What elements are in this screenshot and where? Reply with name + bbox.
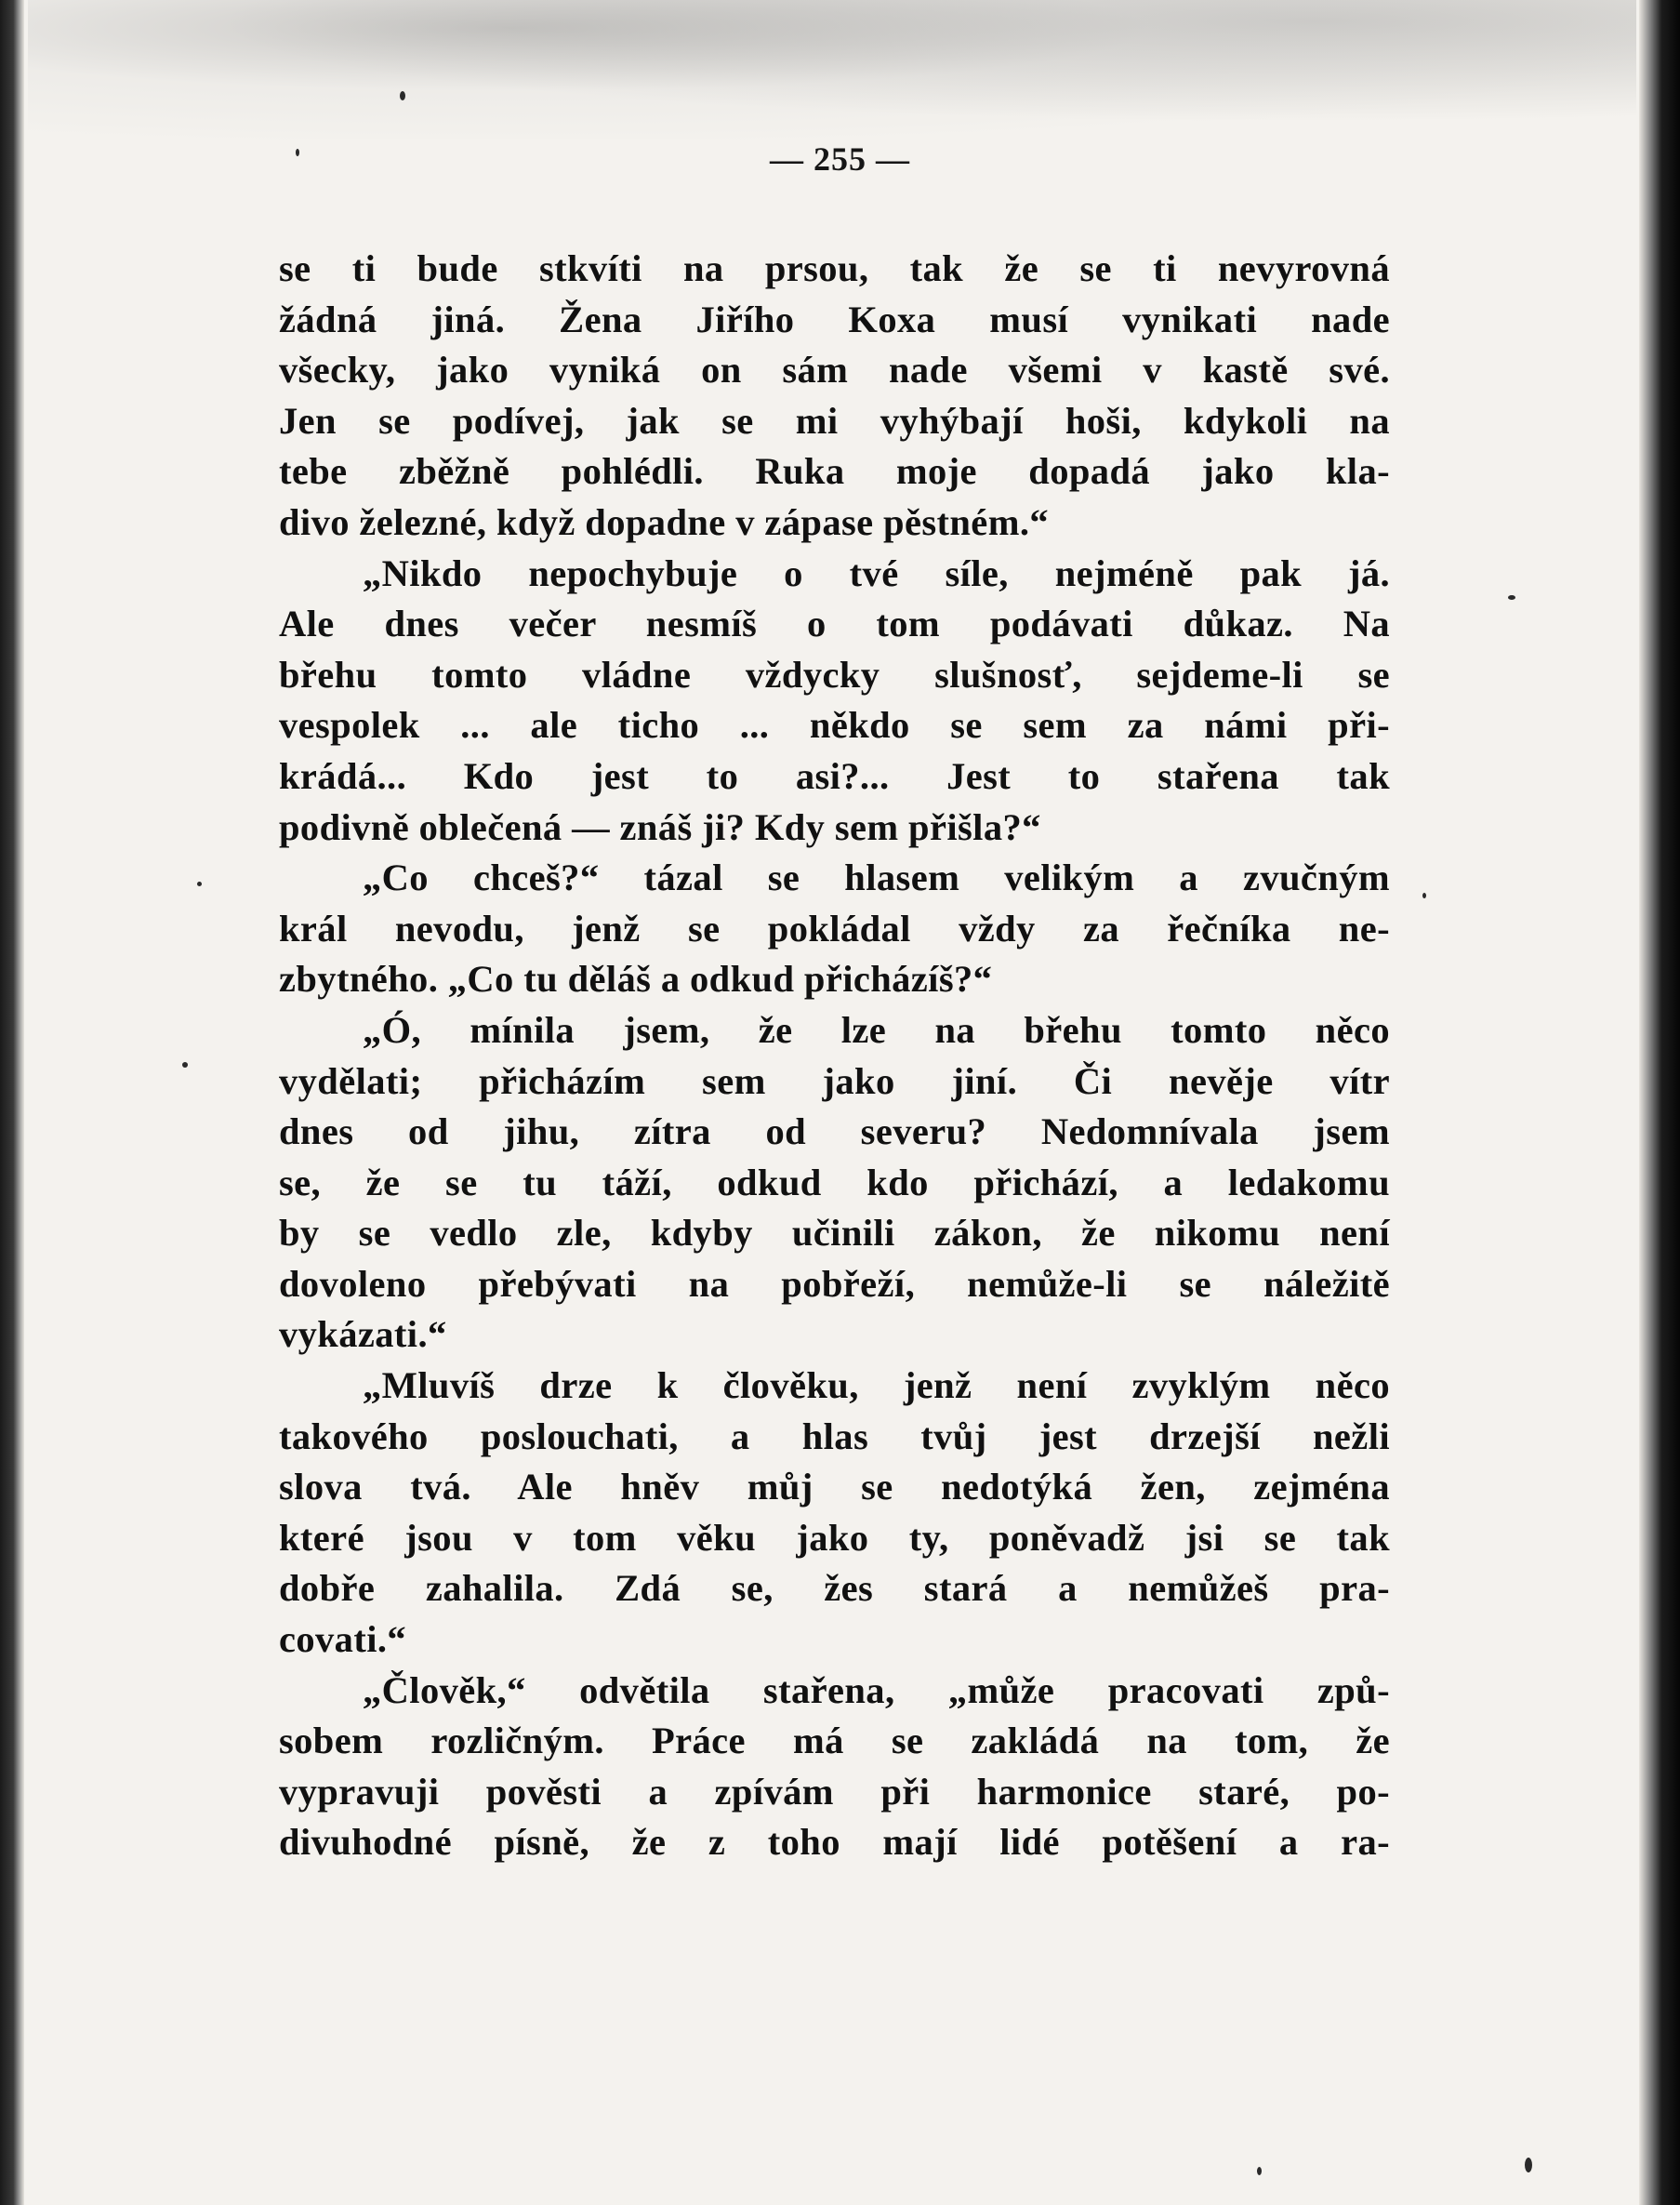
text-line: by se vedlo zle, kdyby učinili zákon, že nikomu není — [279, 1212, 1390, 1255]
scan-speck — [1257, 2167, 1262, 2175]
paragraph — [279, 1005, 1390, 1361]
text-line: žádná jiná. Žena Jiřího Koxa musí vynikati nade — [279, 298, 1390, 340]
scan-speck — [1422, 893, 1426, 898]
text-line: dobře zahalila. Zdá se, žes stará a nemůžeš pra- — [279, 1567, 1390, 1610]
text-line: král nevodu, jenž se pokládal vždy za řečníka ne- — [279, 907, 1390, 950]
scan-smudge — [28, 0, 1636, 139]
text-line: covati.“ — [279, 1618, 407, 1661]
text-line: vypravuji pověsti a zpívám při harmonice staré, po- — [279, 1770, 1390, 1813]
text-line: sobem rozličným. Práce má se zakládá na tom, že — [279, 1720, 1390, 1762]
page-number: — 255 — — [770, 140, 910, 178]
scan-speck — [182, 1062, 188, 1068]
text-line: všecky, jako vyniká on sám nade všemi v kastě své. — [279, 349, 1390, 392]
text-line: vydělati; přicházím sem jako jiní. Či nevěje vítr — [279, 1059, 1390, 1102]
scan-speck — [197, 882, 202, 886]
text-line: „Člověk,“ odvětila stařena, „může pracovati způ- — [363, 1668, 1390, 1711]
right-scan-border — [1639, 0, 1680, 2205]
paragraph — [279, 1361, 1390, 1666]
scan-speck — [400, 91, 405, 100]
text-line: divuhodné písně, že z toho mají lidé potěšení a ra- — [279, 1821, 1390, 1864]
paragraph — [279, 1666, 1390, 1868]
paragraph — [279, 853, 1390, 1005]
text-line: vespolek ... ale ticho ... někdo se sem za námi při- — [279, 704, 1390, 747]
text-line: krádá... Kdo jest to asi?... Jest to stařena tak — [279, 754, 1390, 797]
text-line: „Co chceš?“ tázal se hlasem velikým a zvučným — [363, 857, 1390, 899]
text-line: podivně oblečená — znáš ji? Kdy sem přišla?“ — [279, 805, 1041, 848]
text-line: takového poslouchati, a hlas tvůj jest drzejší nežli — [279, 1415, 1390, 1457]
left-scan-border — [0, 0, 24, 2205]
text-line: břehu tomto vládne vždycky slušnosť, sejdeme-li se — [279, 653, 1390, 696]
paragraph — [279, 549, 1390, 854]
text-line: vykázati.“ — [279, 1313, 447, 1356]
text-line: Ale dnes večer nesmíš o tom podávati důkaz. Na — [279, 603, 1390, 645]
text-line: dnes od jihu, zítra od severu? Nedomnívala jsem — [279, 1110, 1390, 1153]
scan-speck — [1508, 595, 1515, 600]
text-line: se ti bude stkvíti na prsou, tak že se ti nevyrovná — [279, 247, 1390, 289]
text-line: divo železné, když dopadne v zápase pěstném.“ — [279, 500, 1049, 543]
text-line: „Ó, mínila jsem, že lze na břehu tomto něco — [363, 1008, 1390, 1051]
paragraph — [279, 244, 1390, 549]
scan-speck — [1525, 2158, 1532, 2172]
text-line: zbytného. „Co tu děláš a odkud přicházíš?“ — [279, 958, 993, 1001]
text-line: tebe zběžně pohlédli. Ruka moje dopadá jako kla- — [279, 450, 1390, 493]
text-line: slova tvá. Ale hněv můj se nedotýká žen, zejména — [279, 1466, 1390, 1508]
text-line: které jsou v tom věku jako ty, poněvadž jsi se tak — [279, 1516, 1390, 1559]
text-line: dovoleno přebývati na pobřeží, nemůže-li se náležitě — [279, 1262, 1390, 1305]
body-text — [279, 244, 1390, 1868]
text-line: „Nikdo nepochybuje o tvé síle, nejméně pak já. — [363, 551, 1390, 594]
text-line: Jen se podívej, jak se mi vyhýbají hoši, kdykoli na — [279, 399, 1390, 442]
text-line: se, že se tu táží, odkud kdo přichází, a ledakomu — [279, 1161, 1390, 1203]
text-line: „Mluvíš drze k člověku, jenž není zvyklým něco — [363, 1364, 1390, 1407]
